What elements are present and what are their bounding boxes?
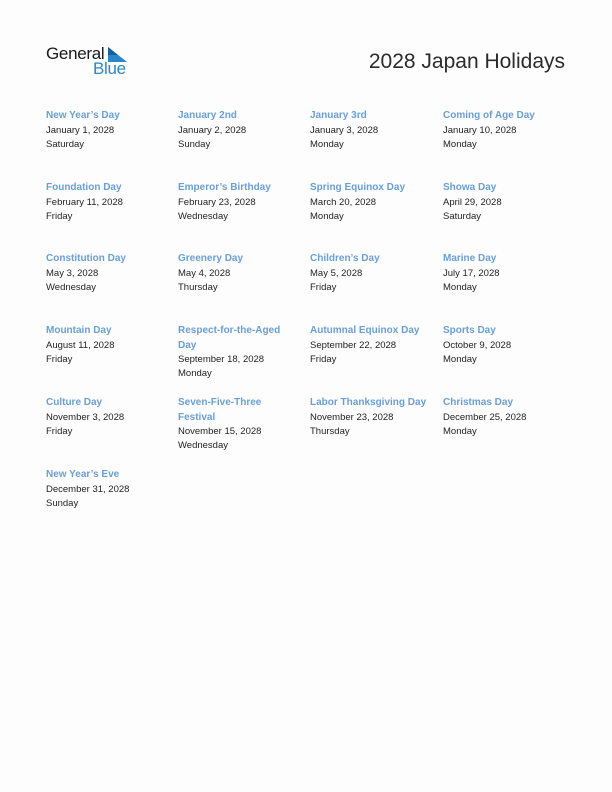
holiday-weekday: Thursday [310,425,350,437]
logo-text-blue: Blue [93,59,126,78]
holiday-weekday: Saturday [443,210,482,222]
holiday-name: Spring Equinox Day [310,182,406,193]
holiday-name: Sports Day [443,325,496,336]
holiday-name: Foundation Day [46,182,122,193]
holiday-entry [443,396,565,439]
holiday-name: Children’s Day [310,253,380,264]
holiday-date: May 5, 2028 [310,267,363,279]
holiday-entry [178,181,300,224]
holiday-date: December 31, 2028 [46,483,130,495]
holiday-entry [310,324,432,367]
holiday-date: December 25, 2028 [443,411,527,423]
holiday-date: September 18, 2028 [178,354,265,365]
holiday-entry [443,252,565,295]
holiday-name: New Year’s Eve [46,469,120,480]
holiday-entry [178,396,300,453]
holiday-weekday: Monday [443,425,477,437]
holiday-date: November 15, 2028 [178,426,262,437]
holiday-entry [178,109,300,152]
logo [46,44,136,78]
holiday-name: January 2nd [178,110,237,121]
holiday-name: Seven-Five-Three Festival [178,397,262,423]
holiday-date: January 1, 2028 [46,124,115,136]
holiday-date: January 2, 2028 [178,124,247,136]
holiday-entry [310,396,432,439]
holiday-name: Marine Day [443,253,497,264]
holiday-entry [46,252,168,295]
holiday-date: March 20, 2028 [310,196,377,208]
holiday-name: Christmas Day [443,397,514,408]
holiday-date: January 10, 2028 [443,124,517,136]
holiday-weekday: Friday [46,210,73,222]
holiday-weekday: Monday [443,281,477,293]
holiday-entry [443,181,565,224]
holiday-date: November 23, 2028 [310,411,394,423]
holiday-entry [46,396,168,439]
holiday-name: Culture Day [46,397,103,408]
holiday-weekday: Friday [310,353,337,365]
holiday-weekday: Friday [46,425,73,437]
holiday-entry [46,181,168,224]
holiday-entry [443,324,565,367]
holiday-date: February 11, 2028 [46,196,123,208]
holiday-date: October 9, 2028 [443,339,512,351]
holiday-date: November 3, 2028 [46,411,125,423]
holiday-name: Labor Thanksgiving Day [310,397,427,408]
holiday-weekday: Saturday [46,138,85,150]
holiday-weekday: Sunday [46,497,79,509]
holiday-weekday: Monday [178,368,212,379]
holiday-date: February 23, 2028 [178,196,256,208]
holiday-entry [178,324,300,381]
holiday-name: Mountain Day [46,325,112,336]
holiday-date: April 29, 2028 [443,196,502,208]
holiday-weekday: Wednesday [46,281,96,293]
holiday-weekday: Monday [443,353,477,365]
page-title: 2028 Japan Holidays [368,50,565,73]
holiday-name: Greenery Day [178,253,244,264]
holiday-date: July 17, 2028 [443,267,500,279]
holiday-entry [46,324,168,367]
holiday-entry [310,181,432,224]
holiday-entry [178,252,300,295]
holiday-name: Coming of Age Day [443,110,535,121]
holiday-name: January 3rd [310,110,367,121]
holiday-weekday: Friday [310,281,337,293]
holiday-weekday: Friday [46,353,73,365]
holiday-name: Constitution Day [46,253,126,264]
holiday-weekday: Monday [443,138,477,150]
holiday-name: Emperor’s Birthday [178,182,271,193]
holiday-entry [46,468,168,511]
holiday-weekday: Thursday [178,281,218,293]
holiday-weekday: Monday [310,210,344,222]
holiday-weekday: Sunday [178,138,211,150]
holiday-date: September 22, 2028 [310,339,397,351]
holiday-name: Showa Day [443,182,497,193]
holiday-entry [310,252,432,295]
holiday-date: January 3, 2028 [310,124,379,136]
holiday-entry [443,109,565,152]
holiday-entry [310,109,432,152]
holiday-weekday: Wednesday [178,210,228,222]
logo-text-general: General [46,44,105,63]
holiday-date: May 3, 2028 [46,267,99,279]
holiday-name: Autumnal Equinox Day [310,325,420,336]
holiday-name: Respect-for-the-Aged Day [178,325,281,351]
holiday-weekday: Monday [310,138,344,150]
holiday-date: May 4, 2028 [178,267,231,279]
holiday-weekday: Wednesday [178,440,228,451]
holiday-name: New Year’s Day [46,110,120,121]
holiday-date: August 11, 2028 [46,339,115,351]
holiday-entry [46,109,168,152]
